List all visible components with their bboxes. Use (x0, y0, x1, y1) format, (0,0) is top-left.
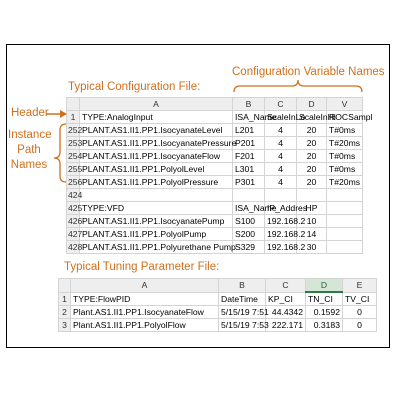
tuning-row-number[interactable]: 2 (59, 306, 71, 319)
config-cell[interactable]: ISA_Name (233, 202, 265, 215)
tuning-cell[interactable]: Plant.AS1.II1.PP1.IsocyanateFlow (71, 306, 219, 319)
config-cell[interactable]: 14 (297, 228, 327, 241)
config-cell[interactable]: 10 (297, 215, 327, 228)
config-row-number[interactable]: 254 (68, 151, 83, 161)
config-cell[interactable]: 20 (297, 137, 327, 150)
config-cell[interactable]: 4 (265, 163, 297, 176)
config-cell[interactable]: S100 (233, 215, 265, 228)
config-cell[interactable]: 4 (265, 150, 297, 163)
config-cell[interactable]: PLANT.AS1.II1.PP1.IsocyanatePressure (80, 137, 233, 150)
config-cell[interactable]: PLANT.AS1.II1.PP1.PolyolPressure (80, 176, 233, 189)
config-cell[interactable]: P301 (233, 176, 265, 189)
config-variables-bracket (234, 80, 362, 92)
config-row-number[interactable]: 1 (67, 111, 80, 124)
config-col-c[interactable]: C (265, 98, 297, 111)
tuning-col-c[interactable]: C (266, 279, 306, 293)
config-cell[interactable]: PLANT.AS1.II1.PP1.Polyurethane Pump (80, 241, 233, 254)
tuning-cell[interactable]: 0 (343, 319, 377, 332)
config-col-v[interactable]: V (327, 98, 363, 111)
config-cell[interactable]: 192.168.2 (265, 228, 297, 241)
config-cell[interactable]: 20 (297, 124, 327, 137)
header-label: Header (11, 107, 49, 119)
config-cell[interactable]: IP_Addres (265, 202, 297, 215)
header-arrowhead (60, 110, 67, 118)
config-cell[interactable]: ISA_Name (233, 111, 265, 124)
config-cell[interactable]: T#0ms (327, 150, 363, 163)
tuning-cell[interactable]: 222.171 (266, 319, 306, 332)
config-cell[interactable]: S200 (233, 228, 265, 241)
tuning-cell[interactable]: 0 (343, 306, 377, 319)
tuning-cell[interactable]: KP_CI (266, 292, 306, 306)
config-row-number[interactable]: 256 (68, 177, 83, 187)
tuning-cell[interactable]: 44.4342 (266, 306, 306, 319)
tuning-cell[interactable]: TYPE:FlowPID (71, 292, 219, 306)
instance-label-line1: Instance (8, 129, 52, 141)
tuning-col-b[interactable]: B (219, 279, 266, 293)
tuning-col-d[interactable]: D (306, 279, 343, 293)
tuning-cell[interactable]: 5/15/19 7:53 (219, 319, 266, 332)
tuning-cell[interactable]: TN_CI (306, 292, 343, 306)
config-cell[interactable]: T#0ms (327, 163, 363, 176)
config-cell[interactable]: ROCSampl (327, 111, 363, 124)
instance-path-bracket (54, 124, 66, 182)
config-cell[interactable]: 192.168.2 (265, 241, 297, 254)
tuning-cell[interactable]: 0.3183 (306, 319, 343, 332)
config-cell[interactable]: PLANT.AS1.II1.PP1.IsocyanateFlow (80, 150, 233, 163)
config-cell[interactable]: 4 (265, 137, 297, 150)
config-file-title: Typical Configuration File: (68, 81, 201, 93)
tuning-cell[interactable]: DateTime (219, 292, 266, 306)
config-row-number[interactable]: 427 (68, 229, 83, 239)
config-cell[interactable]: HP (297, 202, 327, 215)
instance-label-line3: Names (10, 159, 48, 171)
config-cell[interactable]: TYPE:VFD (80, 202, 233, 215)
config-cell[interactable]: ScaleInLo (265, 111, 297, 124)
config-row-number[interactable]: 425 (68, 203, 83, 213)
config-row-number[interactable]: 426 (68, 216, 83, 226)
config-cell[interactable]: L301 (233, 163, 265, 176)
tuning-cell[interactable]: TV_CI (343, 292, 377, 306)
tuning-col-a[interactable]: A (71, 279, 219, 293)
config-row-number[interactable]: 424 (68, 190, 83, 200)
config-cell[interactable]: T#0ms (327, 124, 363, 137)
config-cell[interactable]: T#20ms (327, 137, 363, 150)
config-cell[interactable]: 192.168.2 (265, 215, 297, 228)
config-row-number[interactable]: 252 (68, 125, 83, 135)
config-cell[interactable]: L201 (233, 124, 265, 137)
config-cell[interactable]: 4 (265, 176, 297, 189)
tuning-cell[interactable]: 0.1592 (306, 306, 343, 319)
config-cell[interactable]: PLANT.AS1.II1.PP1.IsocyanateLevel (80, 124, 233, 137)
config-cell[interactable]: F201 (233, 150, 265, 163)
config-cell[interactable]: PLANT.AS1.II1.PP1.PolyolPump (80, 228, 233, 241)
config-row-number[interactable]: 255 (68, 164, 83, 174)
config-row-number[interactable]: 253 (68, 138, 83, 148)
config-cell[interactable]: 30 (297, 241, 327, 254)
tuning-col-e[interactable]: E (343, 279, 377, 293)
tuning-cell[interactable]: Plant.AS1.II1.PP1.PolyolFlow (71, 319, 219, 332)
config-row-number[interactable]: 428 (68, 242, 83, 252)
config-cell[interactable]: 4 (265, 124, 297, 137)
config-cell[interactable]: S329 (233, 241, 265, 254)
config-cell[interactable]: TYPE:AnalogInput (80, 111, 233, 124)
config-cell[interactable]: ScaleInHi (297, 111, 327, 124)
config-cell[interactable]: PLANT.AS1.II1.PP1.IsocyanatePump (80, 215, 233, 228)
instance-label-line2: Path (17, 144, 41, 156)
config-col-b[interactable]: B (233, 98, 265, 111)
config-col-d[interactable]: D (297, 98, 327, 111)
config-cell[interactable]: PLANT.AS1.II1.PP1.PolyolLevel (80, 163, 233, 176)
config-cell[interactable]: T#20ms (327, 176, 363, 189)
config-cell[interactable]: 20 (297, 150, 327, 163)
tuning-row-number[interactable]: 3 (59, 319, 71, 332)
config-cell[interactable]: P201 (233, 137, 265, 150)
tuning-file-title: Typical Tuning Parameter File: (64, 261, 220, 273)
config-cell[interactable]: 20 (297, 176, 327, 189)
tuning-row-number[interactable]: 1 (59, 292, 71, 306)
config-variable-names-label: Configuration Variable Names (232, 66, 385, 78)
tuning-cell[interactable]: 5/15/19 7:51 (219, 306, 266, 319)
config-cell[interactable]: 20 (297, 163, 327, 176)
config-col-a[interactable]: A (80, 98, 233, 111)
